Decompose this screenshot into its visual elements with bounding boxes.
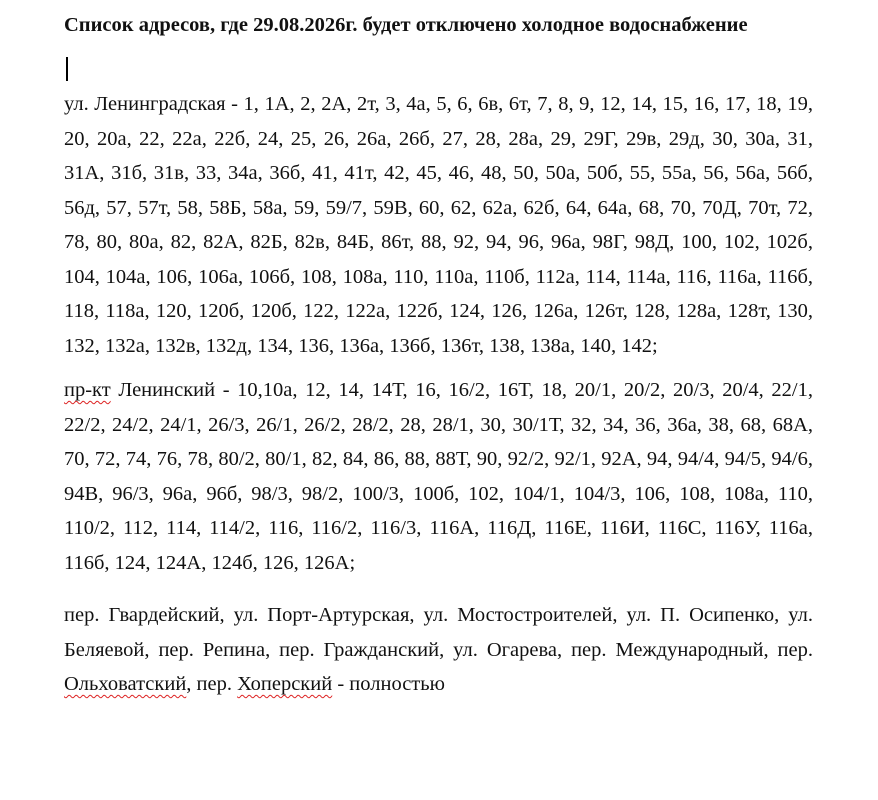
- street-list-separator: , пер.: [186, 673, 238, 695]
- misspelled-word[interactable]: пр-кт: [64, 379, 111, 401]
- address-paragraph-leninsky: [64, 373, 813, 580]
- misspelled-word[interactable]: Ольховатский: [64, 673, 187, 695]
- house-numbers: - 10,10а, 12, 14, 14Т, 16, 16/2, 16Т, 18, 20/1, 20/2, 20/3, 20/4, 22/1, 22/2, 24/2, 24/1, 26/3, 26/1, 26/2, 28/2, 28, 28/1, 30, 30/1Т, 32, 34, 36, 36а, 38, 68, 68А, 70, 72, 74, 76, 78, 80/2, 80/1, 82, 84, 86, 88, 88Т, 90, 92/2, 92/1, 92А, 94, 94/4, 94/5, 94/6, 94В, 96/3, 96а, 96б, 98/3, 98/2, 100/3, 100б, 102, 104/1, 104/3, 106, 108, 108а, 110, 110/2, 112, 114, 114/2, 116, 116/2, 116/3, 116А, 116Д, 116Е, 116И, 116С, 116У, 116а, 116б, 124, 124А, 124б, 126, 126А;: [64, 379, 813, 574]
- address-paragraph-full-streets: [64, 598, 813, 702]
- document-title: Список адресов, где 29.08.2026г. будет отключено холодное водоснабжение: [64, 14, 748, 36]
- address-paragraph-leningradskaya: [64, 87, 813, 363]
- misspelled-word[interactable]: Хоперский: [237, 673, 333, 695]
- street-list-suffix: - полностью: [332, 673, 445, 695]
- street-list: пер. Гвардейский, ул. Порт-Артурская, ул. Мостостроителей, ул. П. Осипенко, ул. Беляевой, пер. Репина, пер. Гражданский, ул. Огарева, пер. Международный, пер.: [64, 604, 813, 661]
- text-cursor: [66, 57, 68, 81]
- house-numbers: - 1, 1А, 2, 2А, 2т, 3, 4а, 5, 6, 6в, 6т, 7, 8, 9, 12, 14, 15, 16, 17, 18, 19, 20, 20а, 22, 22а, 22б, 24, 25, 26, 26а, 26б, 27, 28, 28а, 29, 29Г, 29в, 29д, 30, 30а, 31, 31А, 31б, 31в, 33, 34а, 36б, 41, 41т, 42, 45, 46, 48, 50, 50а, 50б, 55, 55а, 56, 56а, 56б, 56д, 57, 57т, 58, 58Б, 58а, 59, 59/7, 59В, 60, 62, 62а, 62б, 64, 64а, 68, 70, 70Д, 70т, 72, 78, 80, 80а, 82, 82А, 82Б, 82в, 84Б, 86т, 88, 92, 94, 96, 96а, 98Г, 98Д, 100, 102, 102б, 104, 104а, 106, 106а, 106б, 108, 108а, 110, 110а, 110б, 112а, 114, 114а, 116, 116а, 116б, 118, 118а, 120, 120б, 120б, 122, 122а, 122б, 124, 126, 126а, 126т, 128, 128а, 128т, 130, 132, 132а, 132в, 132д, 134, 136, 136а, 136б, 136т, 138, 138а, 140, 142;: [64, 93, 813, 357]
- document-page[interactable]: [64, 10, 813, 712]
- street-name: ул. Ленинградская: [64, 93, 226, 115]
- street-name: Ленинский: [110, 379, 216, 401]
